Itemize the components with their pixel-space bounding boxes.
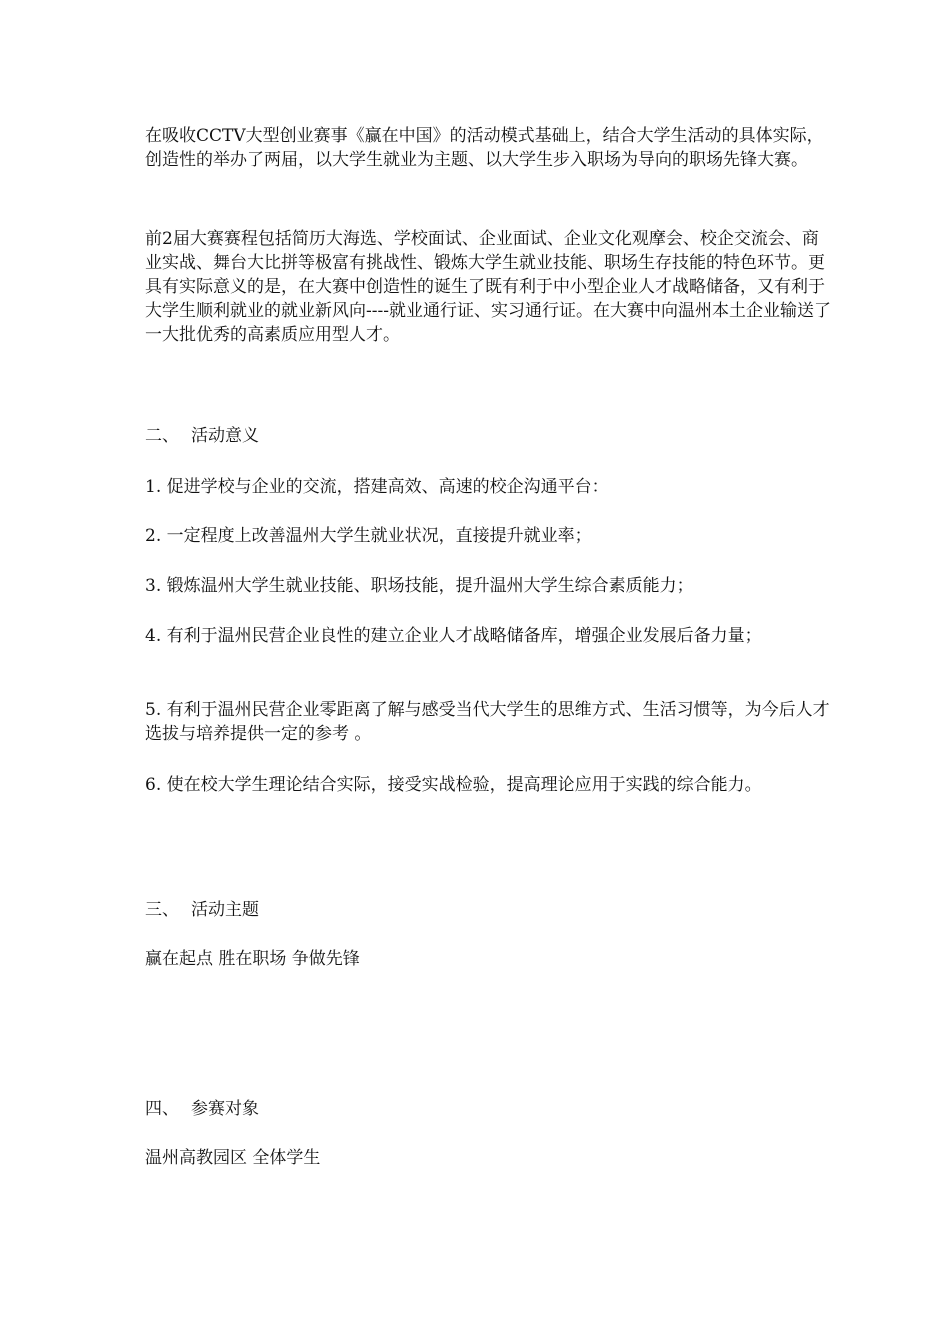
list-item: 4. 有利于温州民营企业良性的建立企业人才战略储备库，增强企业发展后备力量； <box>145 626 762 646</box>
section-number: 三、 <box>145 900 179 920</box>
list-item: 2. 一定程度上改善温州大学生就业状况，直接提升就业率； <box>145 526 592 546</box>
list-item: 6. 使在校大学生理论结合实际，接受实战检验，提高理论应用于实践的综合能力。 <box>145 775 762 795</box>
list-item: 3. 锻炼温州大学生就业技能、职场技能，提升温州大学生综合素质能力； <box>145 576 694 596</box>
section-heading-3 <box>145 898 259 922</box>
section-number: 四、 <box>145 1099 179 1119</box>
section-title: 活动意义 <box>191 426 259 446</box>
intro-paragraph-1: 在吸收CCTV大型创业赛事《赢在中国》的活动模式基础上，结合大学生活动的具体实际，创造性的举办了两届，以大学生就业为主题、以大学生步入职场为导向的职场先锋大赛。 <box>145 126 824 170</box>
list-item: 5. 有利于温州民营企业零距离了解与感受当代大学生的思维方式、生活习惯等，为今后人才选拔与培养提供一定的参考 。 <box>145 700 830 744</box>
section-4-text: 温州高教园区 全体学生 <box>145 1148 321 1168</box>
section-title: 参赛对象 <box>191 1099 259 1119</box>
section-heading-2 <box>145 424 259 448</box>
section-3-text: 赢在起点 胜在职场 争做先锋 <box>145 949 360 969</box>
section-title: 活动主题 <box>191 900 259 920</box>
intro-paragraph-2: 前2届大赛赛程包括简历大海选、学校面试、企业面试、企业文化观摩会、校企交流会、商业实战、舞台大比拼等极富有挑战性、锻炼大学生就业技能、职场生存技能的特色环节。更具有实际意义的是，在大赛中创造性的诞生了既有利于中小型企业人才战略储备，又有利于大学生顺利就业的就业新风向----就业通行证、实习通行证。在大赛中向温州本土企业输送了一大批优秀的高素质应用型人才。 <box>145 229 831 345</box>
section-heading-4 <box>145 1097 259 1121</box>
list-item: 1. 促进学校与企业的交流，搭建高效、高速的校企沟通平台： <box>145 477 609 497</box>
section-number: 二、 <box>145 426 179 446</box>
